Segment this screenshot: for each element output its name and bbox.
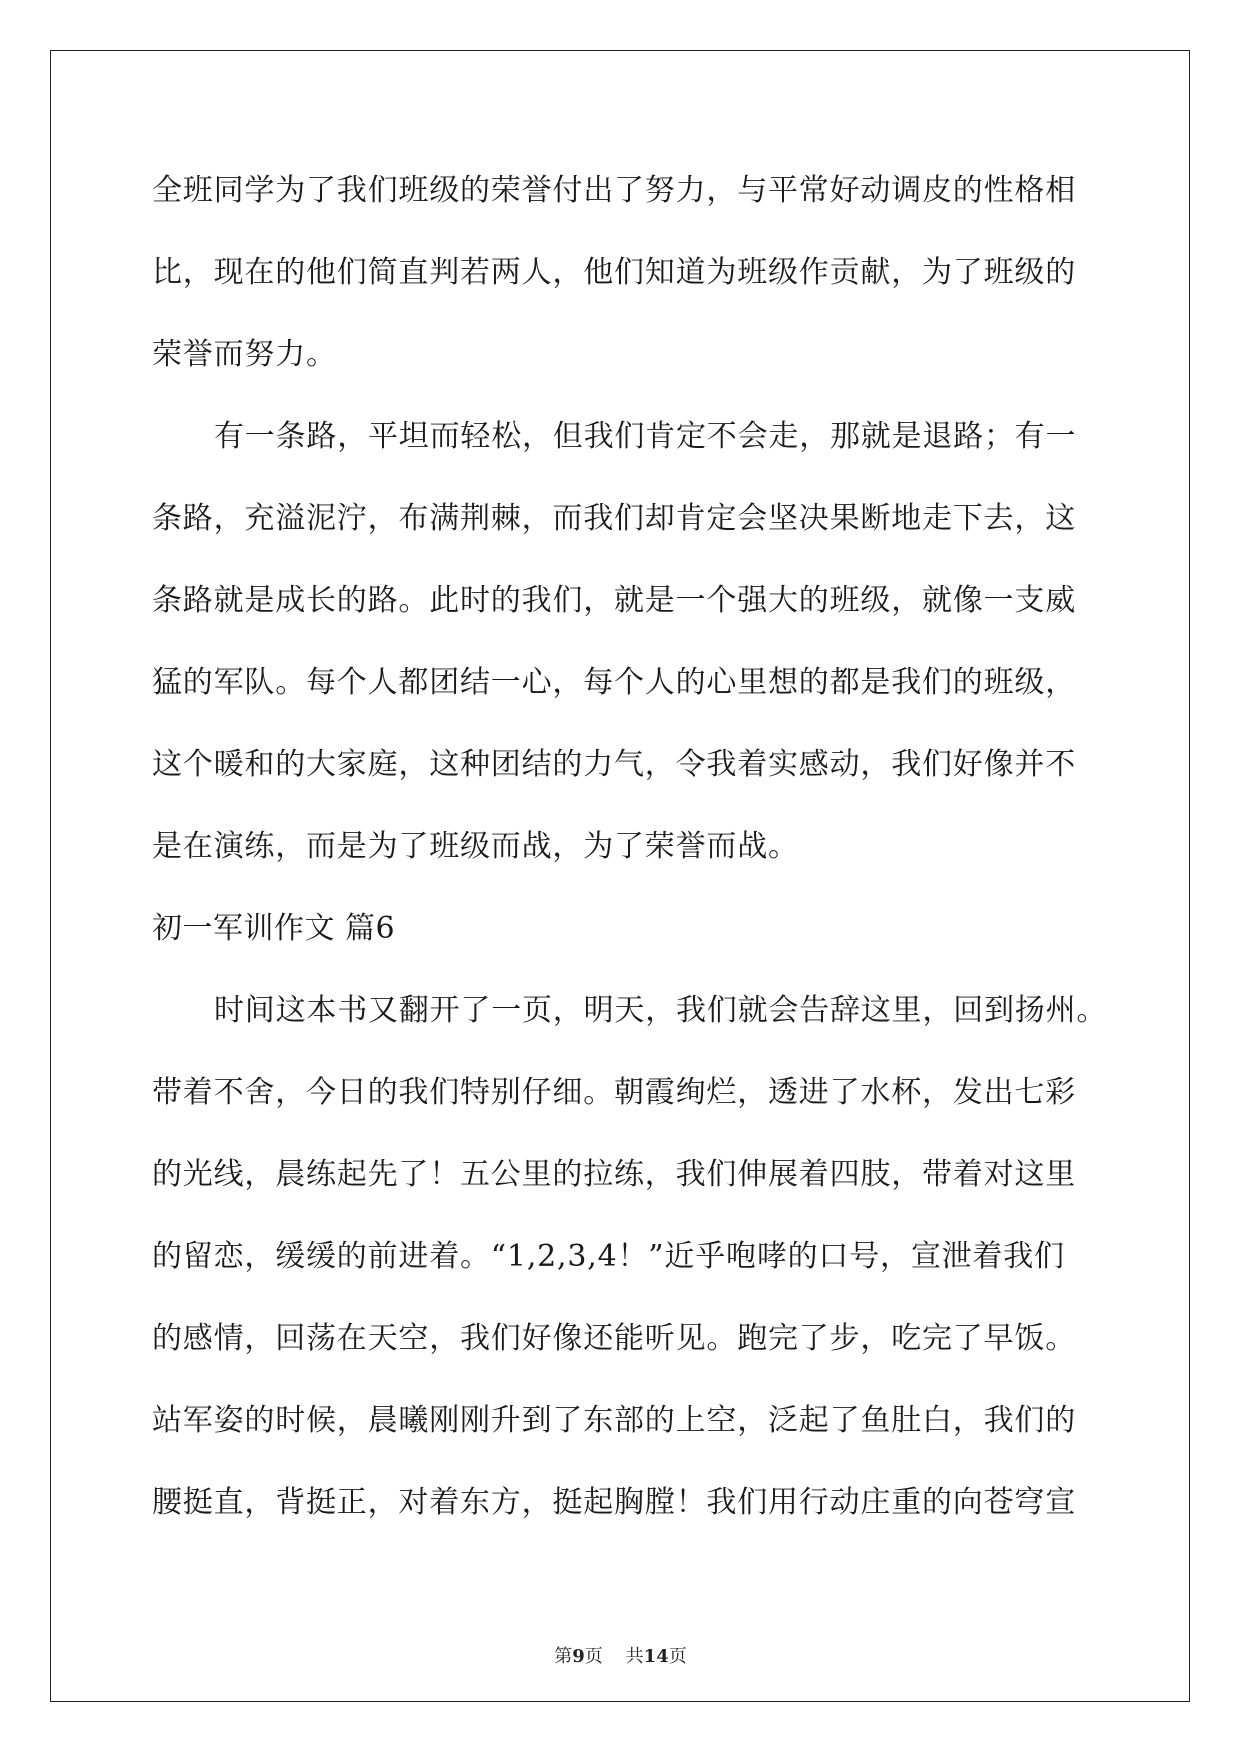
text-line: 比，现在的他们简直判若两人，他们知道为班级作贡献，为了班级的: [152, 255, 1076, 290]
document-body: [152, 150, 1108, 1544]
text-line: 有一条路，平坦而轻松，但我们肯定不会走，那就是退路；有一: [214, 419, 1077, 454]
text-line: 条路就是成长的路。此时的我们，就是一个强大的班级，就像一支威: [152, 583, 1076, 618]
text-line: 的光线，晨练起先了！五公里的拉练，我们伸展着四肢，带着对这里: [152, 1157, 1076, 1192]
text-line: 时间这本书又翻开了一页，明天，我们就会告辞这里，回到扬州。: [214, 993, 1108, 1028]
total-pages-number: 14: [643, 1646, 669, 1667]
text-line: 全班同学为了我们班级的荣誉付出了努力，与平常好动调皮的性格相: [152, 173, 1076, 208]
text-line: 的感情，回荡在天空，我们好像还能听见。跑完了步，吃完了早饭。: [152, 1321, 1076, 1356]
footer-page-word: 页: [584, 1646, 603, 1667]
text-line: 站军姿的时候，晨曦刚刚升到了东部的上空，泛起了鱼肚白，我们的: [152, 1403, 1076, 1438]
text-line: 条路，充溢泥泞，布满荆棘，而我们却肯定会坚决果断地走下去，这: [152, 501, 1076, 536]
text-line: 的留恋，缓缓的前进着。“1,2,3,4！”近乎咆哮的口号，宣泄着我们: [152, 1239, 1065, 1274]
text-line: 是在演练，而是为了班级而战，为了荣誉而战。: [152, 829, 799, 864]
text-line: 荣誉而努力。: [152, 337, 337, 372]
section-heading: 初一军训作文 篇6: [152, 911, 396, 946]
text-line: 猛的军队。每个人都团结一心，每个人的心里想的都是我们的班级，: [152, 665, 1076, 700]
text-line: 带着不舍，今日的我们特别仔细。朝霞绚烂，透进了水杯，发出七彩: [152, 1075, 1076, 1110]
text-line: 腰挺直，背挺正，对着东方，挺起胸膛！我们用行动庄重的向苍穹宣: [152, 1485, 1076, 1520]
current-page-number: 9: [572, 1646, 585, 1667]
text-line: 这个暖和的大家庭，这种团结的力气，令我着实感动，我们好像并不: [152, 747, 1076, 782]
footer-total-suffix: 页: [668, 1646, 687, 1667]
footer-prefix: 第: [554, 1646, 573, 1667]
page-footer: [0, 1642, 1241, 1668]
footer-total-prefix: 共: [625, 1646, 644, 1667]
